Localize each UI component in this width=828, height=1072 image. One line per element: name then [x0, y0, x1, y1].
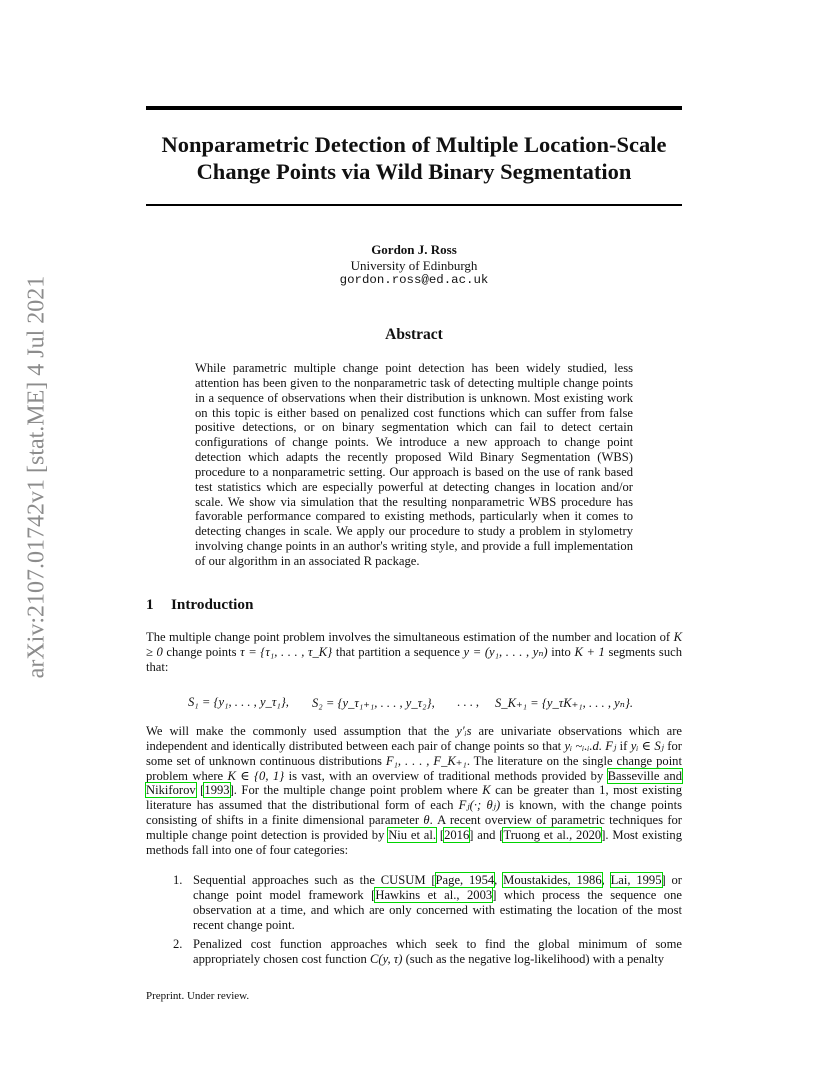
list-marker: 2. [173, 937, 183, 951]
list-item-text [193, 937, 682, 967]
text-run: The multiple change point problem involves the simultaneous estimation of the number and location of [146, 630, 674, 644]
equation-segment-1: S₁ = {y₁, . . . , y_τ₁}, [188, 695, 289, 709]
math-inline: Fⱼ(·; θⱼ) [458, 798, 501, 813]
text-run: ] or change point model framework [ [193, 873, 682, 902]
section-heading [146, 596, 253, 614]
intro-paragraph-1 [146, 630, 682, 675]
equation-segment-last: S_K₊₁ = {y_τK₊₁, . . . , yₙ}. [495, 696, 634, 710]
text-run: is vast, with an overview of traditional methods provided by [284, 768, 608, 783]
citation-link-basseville[interactable]: Basseville and Nikiforov [146, 768, 682, 798]
math-inline: K ≥ 0 [146, 630, 682, 659]
title-line-2: Change Points via Wild Binary Segmentation [196, 159, 632, 184]
equation-ellipsis: . . . , [457, 695, 480, 709]
abstract-heading: Abstract [385, 326, 443, 343]
citation-link-hawkins[interactable]: Hawkins et al., 2003 [375, 887, 493, 902]
author-affiliation: University of Edinburgh [350, 257, 478, 273]
math-inline: yᵢ ~ᵢ.ᵢ.d. Fⱼ [564, 738, 617, 753]
math-inline: yᵢ ∈ Sⱼ [630, 738, 664, 753]
text-run: ] and [ [469, 827, 504, 842]
arxiv-identifier: arXiv:2107.01742v1 [stat.ME] 4 Jul 2021 [23, 275, 50, 679]
author-email: gordon.ross@ed.ac.uk [339, 273, 489, 287]
text-run: ]. Most existing methods fall into one of four categories: [146, 827, 682, 857]
math-inline: K [482, 783, 491, 798]
text-run: We will make the commonly used assumption that the [146, 724, 457, 738]
list-marker: 1. [173, 873, 183, 887]
math-inline: τ = {τ₁, . . . , τ_K} [240, 644, 333, 659]
text-run: into [547, 644, 575, 659]
intro-paragraph-2 [146, 724, 682, 858]
text-run: Sequential approaches such as the CUSUM [ [193, 873, 436, 887]
text-run: Penalized cost function approaches which seek to find the global minimum of some appropriately chosen cost function [193, 937, 682, 966]
math-inline: K + 1 [574, 644, 605, 659]
citation-link-moustakides[interactable]: Moustakides, 1986 [503, 873, 602, 887]
author-name: Gordon J. Ross [371, 242, 457, 257]
text-run: that partition a sequence [332, 644, 464, 659]
arxiv-side-stamp [22, 275, 52, 679]
text-run: are univariate observations which are independent and identically distributed between each pair of change points so that [146, 724, 682, 753]
text-run: , [601, 873, 611, 887]
list-item-text [193, 873, 682, 932]
equation-segment-2: S₂ = {y_τ₁₊₁, . . . , y_τ₂}, [312, 696, 435, 710]
citation-link-page[interactable]: Page, 1954 [435, 873, 495, 887]
text-run: ]. For the multiple change point problem where [229, 783, 483, 798]
text-run: [ [195, 783, 205, 798]
math-inline: y = (y₁, . . . , yₙ) [463, 644, 548, 659]
text-run: change points [162, 644, 241, 659]
text-run: for some set of unknown continuous distributions [146, 738, 682, 768]
citation-link-niu[interactable]: Niu et al. [388, 827, 437, 842]
section-number: 1 [146, 596, 154, 613]
citation-link-basseville-year[interactable]: 1993 [204, 783, 230, 798]
text-run: can be greater than 1, most existing literature has assumed that the distributional form of each [146, 783, 683, 813]
text-run: (such as the negative log-likelihood) with a penalty [402, 951, 665, 966]
text-run: . A recent overview of parametric techniques for multiple change point detection is provided by [146, 813, 683, 842]
math-inline: y′ᵢs [456, 724, 472, 738]
author-block [146, 242, 682, 289]
paper-title [146, 131, 682, 185]
text-run: segments such that: [146, 644, 683, 674]
text-run: is known, with the change points consisting of shifts in a finite dimensional parameter [146, 798, 682, 828]
citation-link-truong[interactable]: Truong et al., 2020 [503, 827, 602, 842]
title-bottom-rule [146, 204, 682, 206]
title-top-rule [146, 106, 682, 110]
section-title: Introduction [171, 596, 254, 613]
math-inline: F₁, . . . , F_K₊₁ [385, 753, 467, 768]
title-line-1: Nonparametric Detection of Multiple Location-Scale [161, 132, 667, 157]
math-inline: C(y, τ) [369, 951, 403, 966]
math-inline: K ∈ {0, 1} [227, 768, 285, 783]
citation-link-niu-year[interactable]: 2016 [444, 827, 470, 842]
text-run: ] which process the sequence one observation at a time, and which are only concerned with estimating the location of the most recent change point. [193, 887, 682, 932]
footer-note: Preprint. Under review. [146, 990, 250, 1002]
text-run: [ [436, 827, 445, 842]
text-run: . The literature on the single change point problem where [146, 753, 682, 783]
text-run: , [494, 873, 504, 887]
math-inline: θ [423, 813, 430, 828]
citation-link-lai[interactable]: Lai, 1995 [610, 873, 662, 887]
abstract-body: While parametric multiple change point detection has been widely studied, less attention has been given to the nonparametric task of detecting multiple change points in a sequence of observations when their distribution is unknown. Most existing work on this topic is either based on penalized cost functions which can suffer from false positive detections, or on binary segmentation which can fail to detect certain configurations of change points. We introduce a new approach to change point detection which adapts the recently proposed Wild Binary Segmentation (WBS) procedure to a nonparametric setting. Our approach is based on the use of rank based test statistics which are especially powerful at detecting changes in location and/or scale. We show via simulation that the resulting nonparametric WBS procedure has favorable performance compared to existing methods, particularly when it comes to detecting changes in scale. We apply our procedure to study a problem in stylometry involving change points in an author's writing style, and provide a full implementation of our algorithm in an associated R package. [195, 361, 633, 568]
text-run: if [616, 738, 631, 753]
